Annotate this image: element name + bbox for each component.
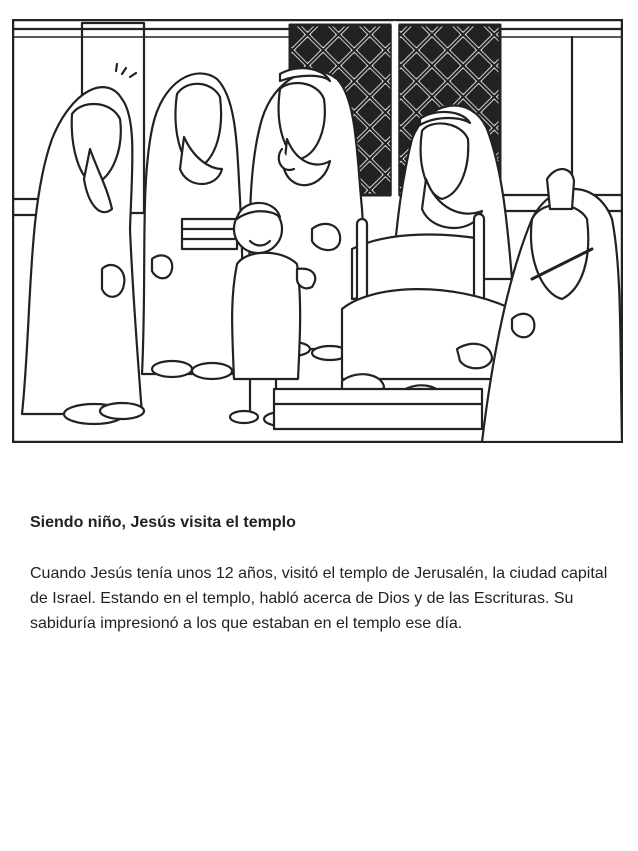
story-paragraph: Cuando Jesús tenía unos 12 años, visitó el templo de Jerusalén, la ciudad capital de Israel. Estando en el templo, habló acerca de Dios y de las Escrituras. Su sabiduría impresionó a los que estaban en el templo ese día. bbox=[30, 565, 608, 632]
elder-left bbox=[22, 64, 144, 424]
elder-second bbox=[142, 73, 242, 379]
temple-scene-drawing bbox=[12, 19, 623, 443]
coloring-illustration bbox=[12, 19, 623, 443]
bench bbox=[274, 389, 482, 429]
page-heading: Siendo niño, Jesús visita el templo bbox=[30, 514, 296, 531]
